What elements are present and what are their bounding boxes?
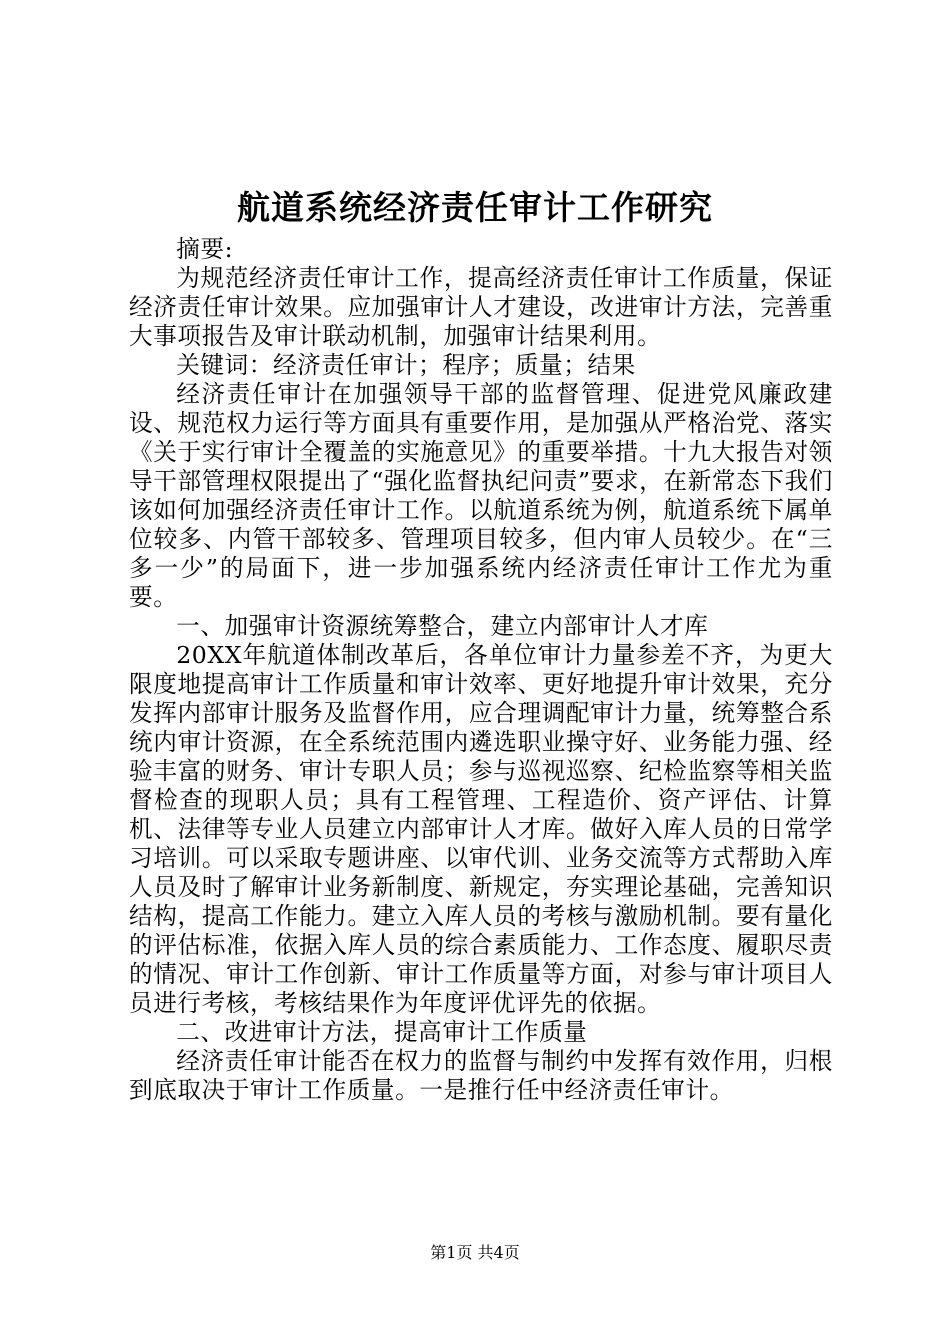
section-1-paragraph: 20XX年航道体制改革后，各单位审计力量参差不齐，为更大限度地提高审计工作质量和审计效率、更好地提升审计效果，充分发挥内部审计服务及监督作用，应合理调配审计力量，统筹整合系统内审计资源，在全系统范围内遴选职业操守好、业务能力强、经验丰富的财务、审计专职人员；参与巡视巡察、纪检监察等相关监督检查的现职人员；具有工程管理、工程造价、资产评估、计算机、法律等专业人员建立内部审计人才库。做好入库人员的日常学习培训。可以采取专题讲座、以审代训、业务交流等方式帮助入库人员及时了解审计业务新制度、新规定，夯实理论基础，完善知识结构，提高工作能力。建立入库人员的考核与激励机制。要有量化的评估标准，依据入库人员的综合素质能力、工作态度、履职尽责的情况、审计工作创新、审计工作质量等方面，对参与审计项目人员进行考核，考核结果作为年度评优评先的依据。 — [129, 641, 833, 1017]
abstract-heading: 摘要: — [176, 235, 234, 263]
page-number-footer: 第1页 共4页 — [430, 1243, 520, 1262]
abstract-text: 为规范经济责任审计工作，提高经济责任审计工作质量，保证经济责任审计效果。应加强审计人才建设，改进审计方法，完善重大事项报告及审计联动机制，加强审计结果利用。 — [129, 264, 833, 350]
document-title: 航道系统经济责任审计工作研究 — [237, 188, 713, 227]
section-2-paragraph: 经济责任审计能否在权力的监督与制约中发挥有效作用，归根到底取决于审计工作质量。一是推行任中经济责任审计。 — [129, 1047, 833, 1104]
keywords: 关键词：经济责任审计；程序；质量；结果 — [176, 351, 636, 379]
section-heading-1: 一、加强审计资源统筹整合，建立内部审计人才库 — [176, 612, 709, 640]
section-heading-2: 二、改进审计方法，提高审计工作质量 — [176, 1018, 588, 1046]
document-body — [129, 235, 833, 1105]
intro-paragraph: 经济责任审计在加强领导干部的监督管理、促进党风廉政建设、规范权力运行等方面具有重要作用，是加强从严格治党、落实《关于实行审计全覆盖的实施意见》的重要举措。十九大报告对领导干部管理权限提出了“强化监督执纪问责”要求，在新常态下我们该如何加强经济责任审计工作。以航道系统为例，航道系统下属单位较多、内管干部较多、管理项目较多，但内审人员较少。在“三多一少”的局面下，进一步加强系统内经济责任审计工作尤为重要。 — [129, 380, 833, 611]
